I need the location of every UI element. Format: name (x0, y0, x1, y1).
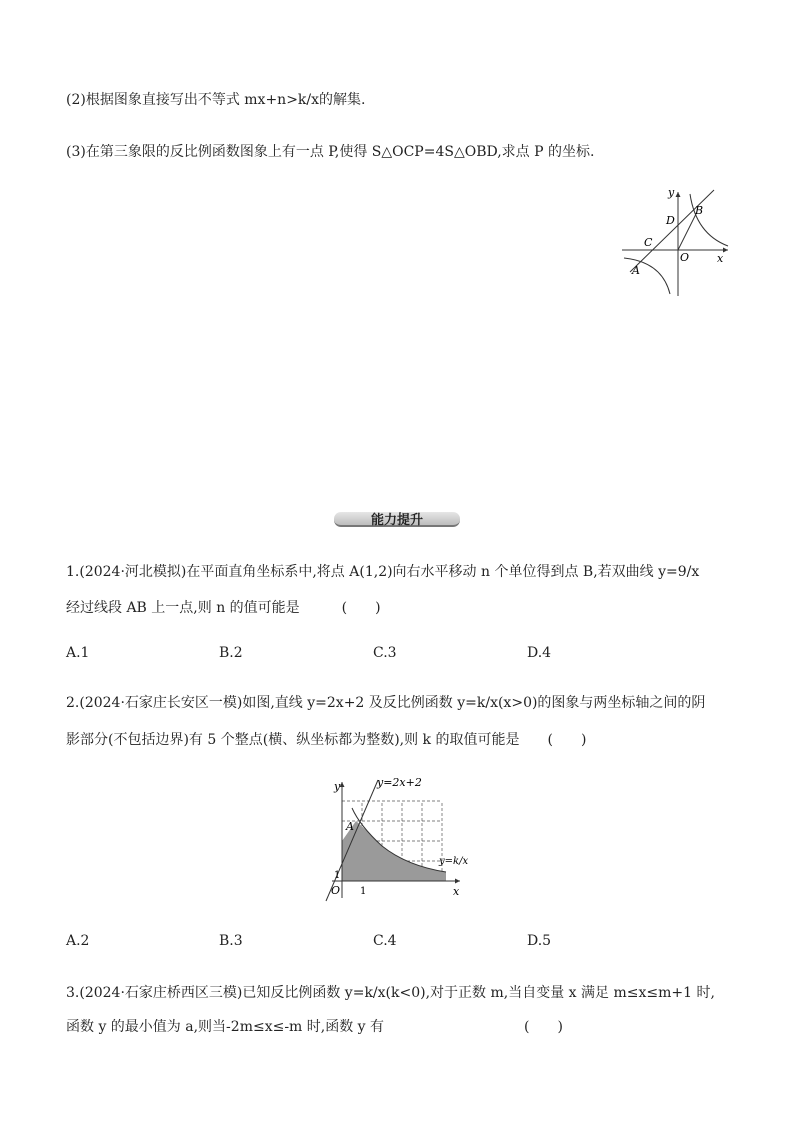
section-title: 能力提升 (370, 513, 423, 528)
problem-1-option-c: C.3 (373, 645, 397, 661)
problem-2-option-b: B.3 (219, 933, 243, 949)
problem-3-line-2: 函数 y 的最小值为 a,则当-2m≤x≤-m 时,函数 y 有 ( ) (66, 1019, 563, 1035)
label-y: y (334, 780, 341, 793)
problem-3-line-1: 3.(2024·石家庄桥西区三模)已知反比例函数 y=k/x(k<0),对于正数 m,当自变量 x 满足 m≤x≤m+1 时, (66, 985, 715, 1001)
line-ab (630, 190, 714, 272)
label-c: C (644, 236, 653, 249)
figure-shaded-region (322, 774, 474, 906)
problem-1-option-d: D.4 (527, 645, 552, 661)
label-curve: y=k/x (439, 856, 469, 867)
problem-2-line-2: 影部分(不包括边界)有 5 个整点(横、纵坐标都为整数),则 k 的取值可能是 ( ) (66, 732, 587, 748)
label-x: x (453, 885, 460, 898)
figure-hyperbola-line (622, 184, 732, 300)
problem-1-option-b: B.2 (219, 645, 243, 661)
problem-2-option-d: D.5 (527, 933, 552, 949)
problem-1-option-a: A.1 (66, 645, 90, 661)
label-a: A (632, 264, 640, 277)
label-one-y: 1 (334, 870, 341, 881)
label-x: x (717, 252, 724, 265)
hyperbola-branch-2 (624, 258, 670, 294)
label-y: y (668, 186, 675, 199)
label-o: O (680, 251, 690, 264)
problem-2-option-c: C.4 (373, 933, 397, 949)
problem-1-line-2: 经过线段 AB 上一点,则 n 的值可能是 ( ) (66, 600, 381, 616)
problem-2-line-1: 2.(2024·石家庄长安区一模)如图,直线 y=2x+2 及反比例函数 y=k/x(x>0)的图象与两坐标轴之间的阴 (66, 695, 706, 711)
question-2-2: (2)根据图象直接写出不等式 mx+n>k/x的解集. (66, 92, 366, 108)
question-2-3: (3)在第三象限的反比例函数图象上有一点 P,使得 S△OCP=4S△OBD,求点 P 的坐标. (66, 144, 595, 160)
label-b: B (695, 204, 704, 217)
segment-ob (678, 214, 696, 250)
problem-2-option-a: A.2 (66, 933, 90, 949)
label-one-x: 1 (360, 886, 367, 897)
label-line: y=2x+2 (377, 776, 422, 789)
label-a: A (346, 820, 354, 833)
label-d: D (666, 214, 675, 227)
hyperbola-branch-1 (690, 194, 728, 246)
label-o: O (331, 884, 341, 897)
problem-1-line-1: 1.(2024·河北模拟)在平面直角坐标系中,将点 A(1,2)向右水平移动 n 个单位得到点 B,若双曲线 y=9/x (66, 564, 700, 580)
shaded-region (342, 821, 446, 881)
section-header (334, 509, 460, 529)
